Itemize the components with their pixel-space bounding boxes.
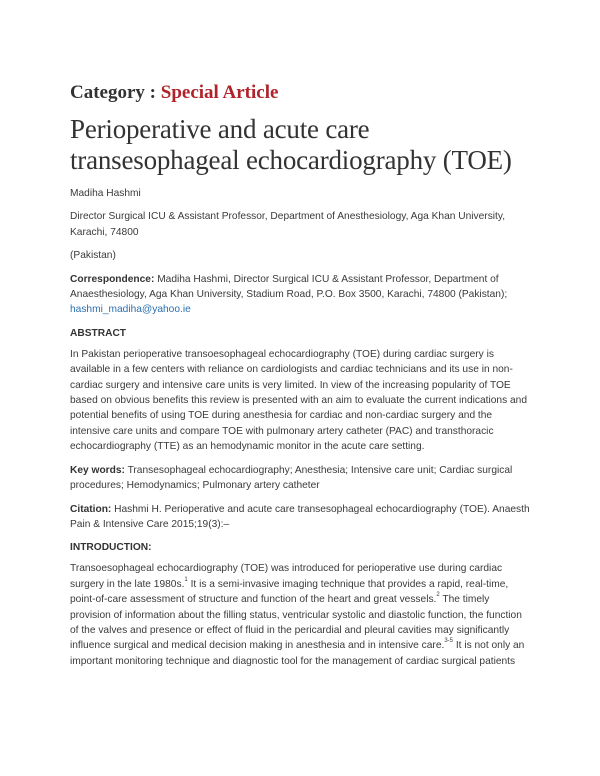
abstract-heading: ABSTRACT bbox=[70, 327, 127, 339]
category-value: Special Article bbox=[160, 82, 279, 103]
author-name: Madiha Hashmi bbox=[70, 188, 141, 199]
correspondence-email-link[interactable]: hashmi_madiha@yahoo.ie bbox=[70, 304, 191, 316]
introduction-text bbox=[70, 561, 532, 669]
citation-label: Citation: bbox=[70, 503, 112, 515]
abstract-text: In Pakistan perioperative transoesophageal echocardiography (TOE) during cardiac surgery is available in a few centers with reliance on cardiologists and cardiac technicians and its use in non-cardiac surgery and intensive care units is very limited. In view of the increasing popularity of TOE based on obvious benefits this review is presented with an aim to evaluate the current indications and potential benefits of using TOE during anesthesia for cardiac and non-cardiac surgery and the intensive care units and compare TOE with pulmonary artery catheter (PAC) and transthoracic echocardiography (TTE) as an hemodynamic monitor in the acute care setting. bbox=[70, 348, 528, 453]
category-line bbox=[70, 82, 532, 104]
reference-marker-1: 1 bbox=[184, 576, 188, 583]
correspondence-text: Madiha Hashmi, Director Surgical ICU & Assistant Professor, Department of Anaesthesiology, Aga Khan University, Stadium Road, P.O. Box 3500, Karachi, 74800 (Pakistan); bbox=[70, 273, 508, 301]
keywords bbox=[70, 463, 532, 494]
intro-segment-4: It is not only an important monitoring technique and diagnostic tool for the management of cardiac surgical patients bbox=[70, 640, 525, 667]
author-country: (Pakistan) bbox=[70, 250, 116, 262]
article-page bbox=[70, 82, 532, 677]
intro-segment-1: Transoesophageal echocardiography (TOE) was introduced for perioperative use during cardiac surgery in the late 1980s. bbox=[70, 563, 503, 590]
citation-text: Hashmi H. Perioperative and acute care transesophageal echocardiography (TOE). Anaesth Pain & Intensive Care 2015;19(3):– bbox=[70, 503, 530, 530]
citation bbox=[70, 502, 532, 533]
reference-marker-2: 2 bbox=[436, 592, 440, 599]
introduction-heading: INTRODUCTION: bbox=[70, 542, 152, 554]
keywords-text: Transesophageal echocardiography; Anesthesia; Intensive care unit; Cardiac surgical procedures; Hemodynamics; Pulmonary artery catheter bbox=[70, 464, 513, 492]
article-title: Perioperative and acute care transesophageal echocardiography (TOE) bbox=[70, 114, 512, 175]
keywords-label: Key words: bbox=[70, 464, 125, 476]
reference-marker-3: 3-5 bbox=[444, 638, 453, 645]
author-affiliation: Director Surgical ICU & Assistant Professor, Department of Anesthesiology, Aga Khan University, Karachi, 74800 bbox=[70, 211, 506, 238]
category-label: Category : bbox=[70, 82, 161, 103]
correspondence-label: Correspondence: bbox=[70, 273, 155, 285]
correspondence bbox=[70, 272, 532, 318]
intro-segment-2: It is a semi-invasive imaging technique that provides a rapid, real-time, point-of-care assessment of structure and function of the heart and great vessels. bbox=[70, 578, 509, 606]
intro-segment-3: The timely provision of information about the filling status, ventricular systolic and diastolic function, the function of the valves and presence or effect of fluid in the pericardial and pleural cavities may significantly influence surgical and medical decision making in anesthesia and in intensive care. bbox=[70, 594, 522, 652]
